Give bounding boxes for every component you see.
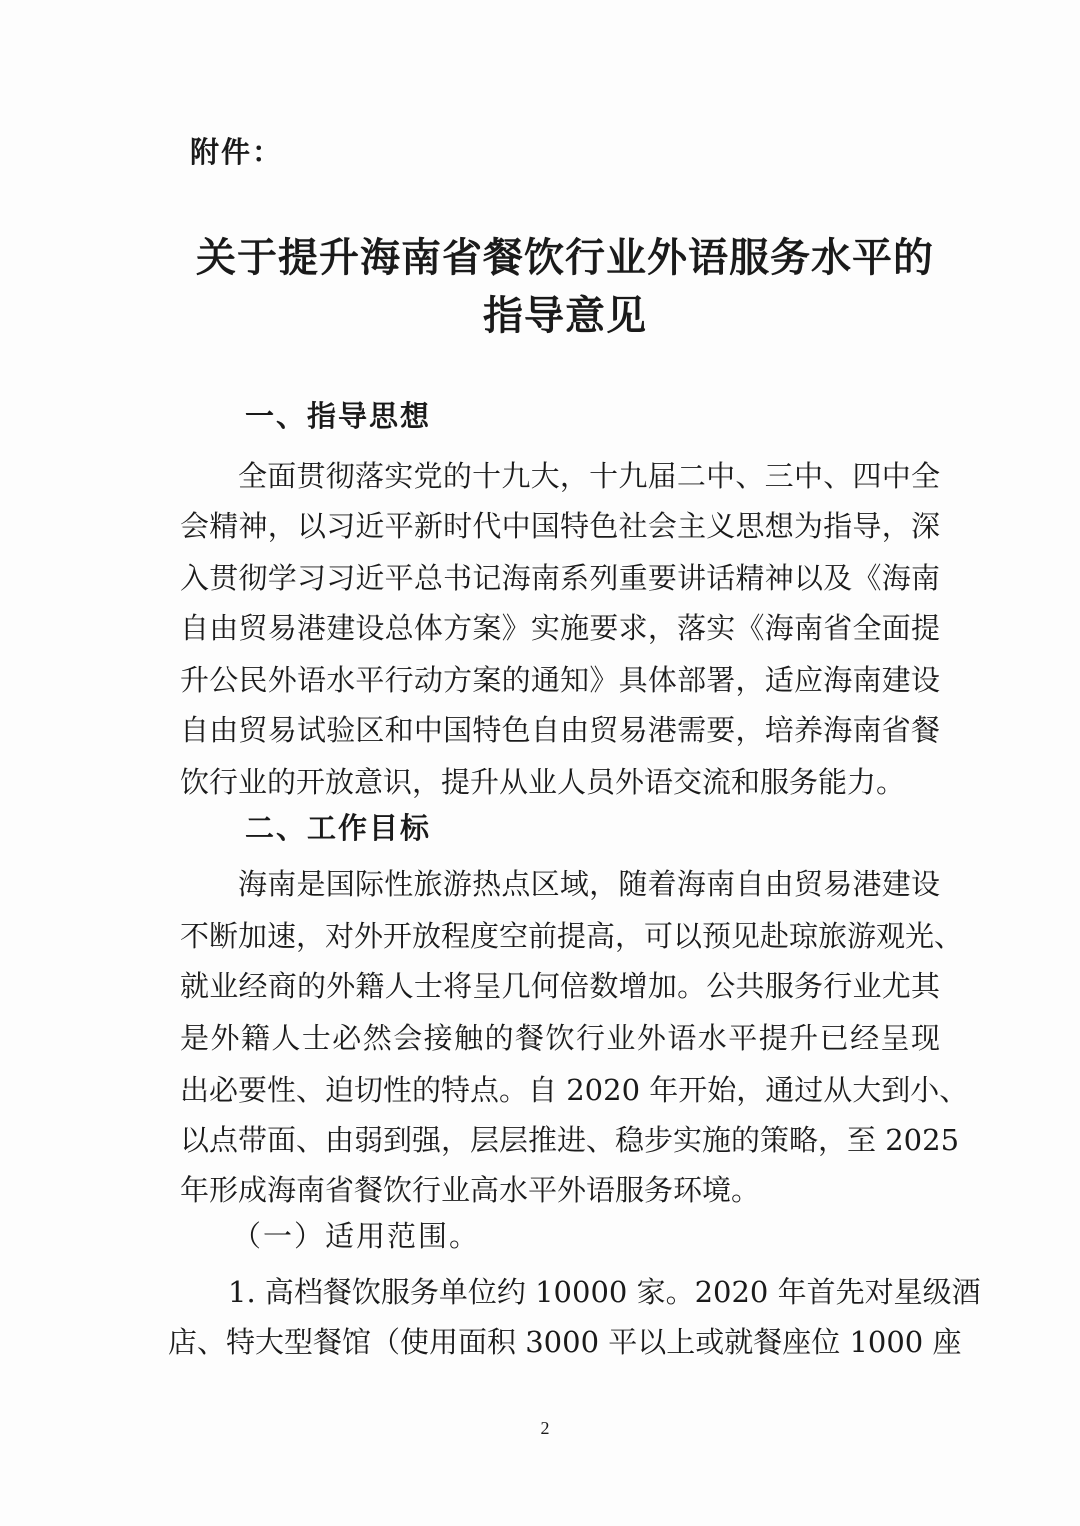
paragraph-line: 自由贸易试验区和中国特色自由贸易港需要，培养海南省餐 xyxy=(180,713,940,747)
paragraph-line: 入贯彻学习习近平总书记海南系列重要讲话精神以及《海南 xyxy=(180,561,940,595)
paragraph-line: 全面贯彻落实党的十九大，十九届二中、三中、四中全 xyxy=(238,459,940,493)
attachment-label: 附件： xyxy=(190,135,284,169)
document-title-line-1: 关于提升海南省餐饮行业外语服务水平的 xyxy=(196,234,934,281)
paragraph-line: 是外籍人士必然会接触的餐饮行业外语水平提升已经呈现 xyxy=(180,1021,940,1055)
paragraph-line: 以点带面、由弱到强，层层推进、稳步实施的策略，至 2025 xyxy=(180,1123,960,1157)
paragraph-line: 海南是国际性旅游热点区域，随着海南自由贸易港建设 xyxy=(238,867,940,901)
paragraph-line: 年形成海南省餐饮行业高水平外语服务环境。 xyxy=(180,1173,761,1207)
paragraph-line: 1. 高档餐饮服务单位约 10000 家。2020 年首先对星级酒 xyxy=(228,1275,981,1309)
section-2-heading: 二、工作目标 xyxy=(245,811,432,845)
paragraph-line: 不断加速，对外开放程度空前提高，可以预见赴琼旅游观光、 xyxy=(180,919,964,953)
page-number: 2 xyxy=(540,1418,550,1438)
paragraph-line: 出必要性、迫切性的特点。自 2020 年开始，通过从大到小、 xyxy=(180,1073,969,1107)
paragraph-line: 店、特大型餐馆（使用面积 3000 平以上或就餐座位 1000 座 xyxy=(168,1325,962,1359)
paragraph-line: 升公民外语水平行动方案的通知》具体部署，适应海南建设 xyxy=(180,663,940,697)
paragraph-line: 自由贸易港建设总体方案》实施要求，落实《海南省全面提 xyxy=(180,611,940,645)
paragraph-line: 饮行业的开放意识，提升从业人员外语交流和服务能力。 xyxy=(180,765,906,799)
subsection-1-heading: （一）适用范围。 xyxy=(232,1219,481,1253)
paragraph-line: 就业经商的外籍人士将呈几何倍数增加。公共服务行业尤其 xyxy=(180,969,940,1003)
document-title-line-2: 指导意见 xyxy=(483,292,647,339)
section-1-heading: 一、指导思想 xyxy=(245,399,432,433)
paragraph-line: 会精神，以习近平新时代中国特色社会主义思想为指导，深 xyxy=(180,509,940,543)
